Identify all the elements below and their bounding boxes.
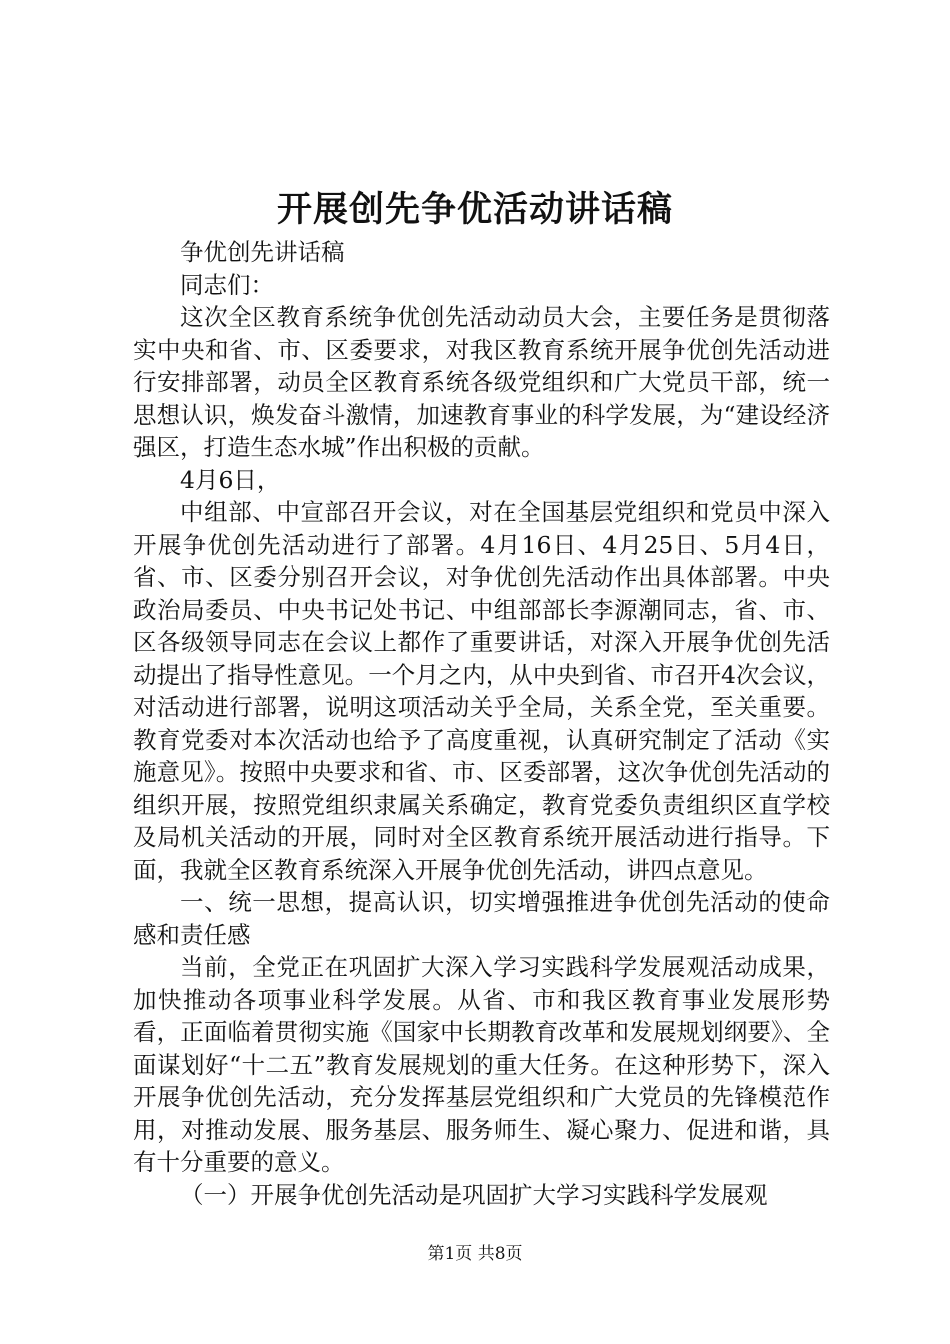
paragraph-current-situation: 当前，全党正在巩固扩大深入学习实践科学发展观活动成果，加快推动各项事业科学发展。从省、市和我区教育事业发展形势看，正面临着贯彻实施《国家中长期教育改革和发展规划纲要》、全面谋划好“十二五”教育发展规划的重大任务。在这种形势下，深入开展争优创先活动，充分发挥基层党组织和广大党员的先锋模范作用，对推动发展、服务基层、服务师生、凝心聚力、促进和谐，具有十分重要的意义。 <box>133 953 830 1176</box>
paragraph-salutation: 同志们： <box>180 270 274 299</box>
document-body <box>133 236 830 1211</box>
subsection-heading-1: （一）开展争优创先活动是巩固扩大学习实践科学发展观 <box>180 1180 768 1209</box>
section-heading-1: 一、统一思想，提高认识，切实增强推进争优创先活动的使命感和责任感 <box>133 888 830 949</box>
paragraph-subtitle: 争优创先讲话稿 <box>180 238 345 266</box>
paragraph-intro: 这次全区教育系统争优创先活动动员大会，主要任务是贯彻落实中央和省、市、区委要求，对我区教育系统开展争优创先活动进行安排部署，动员全区教育系统各级党组织和广大党员干部，统一思想认识，焕发奋斗激情，加速教育事业的科学发展，为“建设经济强区，打造生态水城”作出积极的贡献。 <box>133 303 830 461</box>
paragraph-background: 中组部、中宣部召开会议，对在全国基层党组织和党员中深入开展争优创先活动进行了部署。4月16日、4月25日、5月4日，省、市、区委分别召开会议，对争优创先活动作出具体部署。中央政治局委员、中央书记处书记、中组部部长李源潮同志，省、市、区各级领导同志在会议上都作了重要讲话，对深入开展争优创先活动提出了指导性意见。一个月之内，从中央到省、市召开4次会议，对活动进行部署，说明这项活动关乎全局，关系全党，至关重要。教育党委对本次活动也给予了高度重视，认真研究制定了活动《实施意见》。按照中央要求和省、市、区委部署，这次争优创先活动的组织开展，按照党组织隶属关系确定，教育党委负责组织区直学校及局机关活动的开展，同时对全区教育系统开展活动进行指导。下面，我就全区教育系统深入开展争优创先活动，讲四点意见。 <box>133 498 830 884</box>
document-title: 开展创先争优活动讲话稿 <box>276 189 673 230</box>
paragraph-date: 4月6日， <box>180 465 281 494</box>
page-number-footer: 第1页 共8页 <box>427 1244 523 1264</box>
